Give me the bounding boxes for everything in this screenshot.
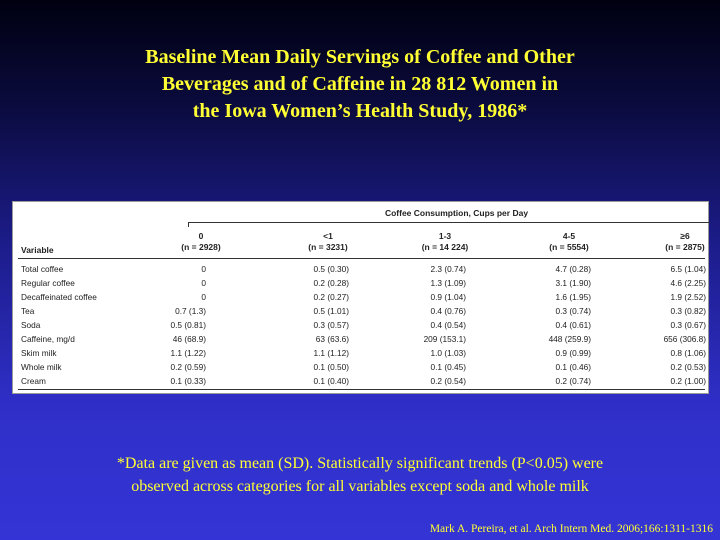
column-header-n: (n = 3231) <box>308 242 348 252</box>
table-cell: 4.6 (2.25) <box>670 278 706 288</box>
table-cell: 0.3 (0.82) <box>670 306 706 316</box>
spanner-rule <box>188 222 710 223</box>
table-cell: 1.1 (1.22) <box>170 348 206 358</box>
table-cell: 656 (306.8) <box>663 334 706 344</box>
table-cell: 0.2 (0.59) <box>170 362 206 372</box>
table-cell: 0.2 (0.74) <box>555 376 591 386</box>
column-header-0 <box>151 231 251 253</box>
table-cell: 0.5 (0.81) <box>170 320 206 330</box>
header-rule <box>18 258 705 259</box>
table-cell: 1.6 (1.95) <box>555 292 591 302</box>
table-cell: 4.7 (0.28) <box>555 264 591 274</box>
table-cell: 0.2 (1.00) <box>670 376 706 386</box>
table-cell: 63 (63.6) <box>315 334 349 344</box>
table-cell: 0.4 (0.54) <box>430 320 466 330</box>
column-header-1 <box>278 231 378 253</box>
column-header-label: ≥6 <box>680 231 690 241</box>
row-label: Skim milk <box>21 348 57 358</box>
slide-title-line-1: Baseline Mean Daily Servings of Coffee and Other <box>145 46 575 68</box>
slide-title-line-2: Beverages and of Caffeine in 28 812 Women in <box>161 73 559 95</box>
row-label: Whole milk <box>21 362 62 372</box>
table-cell: 0.7 (1.3) <box>175 306 206 316</box>
citation: Mark A. Pereira, et al. Arch Intern Med. 2006;166:1311-1316 <box>429 523 713 535</box>
table-cell: 0.8 (1.06) <box>670 348 706 358</box>
footnote <box>20 452 700 498</box>
table-cell: 46 (68.9) <box>172 334 206 344</box>
table-cell: 6.5 (1.04) <box>670 264 706 274</box>
column-header-4 <box>635 231 720 253</box>
table-cell: 0 <box>201 278 206 288</box>
row-label: Total coffee <box>21 264 64 274</box>
table-cell: 0.4 (0.61) <box>555 320 591 330</box>
table-cell: 0.9 (0.99) <box>555 348 591 358</box>
table-cell: 3.1 (1.90) <box>555 278 591 288</box>
variable-column-header: Variable <box>21 245 54 255</box>
table-cell: 0.3 (0.67) <box>670 320 706 330</box>
table-cell: 0.5 (0.30) <box>313 264 349 274</box>
data-table <box>12 201 709 394</box>
column-header-n: (n = 2875) <box>665 242 705 252</box>
table-cell: 0.9 (1.04) <box>430 292 466 302</box>
spanner-rule-tick <box>188 222 189 227</box>
row-label: Regular coffee <box>21 278 75 288</box>
table-cell: 1.9 (2.52) <box>670 292 706 302</box>
table-cell: 0.1 (0.50) <box>313 362 349 372</box>
table-cell: 0.4 (0.76) <box>430 306 466 316</box>
table-cell: 0 <box>201 264 206 274</box>
table-cell: 1.1 (1.12) <box>313 348 349 358</box>
row-label: Tea <box>21 306 35 316</box>
column-header-label: 0 <box>198 231 204 241</box>
bottom-rule <box>18 389 705 390</box>
column-header-2 <box>395 231 495 253</box>
table-cell: 0.2 (0.53) <box>670 362 706 372</box>
slide-title <box>60 44 660 125</box>
column-header-n: (n = 5554) <box>549 242 589 252</box>
footnote-line-2: observed across categories for all variables except soda and whole milk <box>131 478 589 495</box>
column-header-n: (n = 2928) <box>181 242 221 252</box>
table-spanner-header: Coffee Consumption, Cups per Day <box>384 208 529 218</box>
table-cell: 0.1 (0.46) <box>555 362 591 372</box>
footnote-line-1: *Data are given as mean (SD). Statistically significant trends (P<0.05) were <box>116 455 604 472</box>
table-cell: 0.5 (1.01) <box>313 306 349 316</box>
column-header-3 <box>519 231 619 253</box>
column-header-n: (n = 14 224) <box>421 242 469 252</box>
table-cell: 0.1 (0.45) <box>430 362 466 372</box>
table-cell: 1.0 (1.03) <box>430 348 466 358</box>
row-label: Cream <box>21 376 46 386</box>
table-cell: 0.2 (0.28) <box>313 278 349 288</box>
table-cell: 0.2 (0.27) <box>313 292 349 302</box>
row-label: Soda <box>21 320 41 330</box>
table-cell: 0.1 (0.33) <box>170 376 206 386</box>
column-header-label: 1-3 <box>438 231 452 241</box>
table-cell: 0.3 (0.57) <box>313 320 349 330</box>
column-header-label: <1 <box>323 231 333 241</box>
table-cell: 0.2 (0.54) <box>430 376 466 386</box>
table-cell: 209 (153.1) <box>423 334 466 344</box>
table-cell: 2.3 (0.74) <box>430 264 466 274</box>
table-cell: 0.3 (0.74) <box>555 306 591 316</box>
slide-title-line-3: the Iowa Women’s Health Study, 1986* <box>192 100 528 122</box>
row-label: Caffeine, mg/d <box>21 334 75 344</box>
table-cell: 0.1 (0.40) <box>313 376 349 386</box>
column-header-label: 4-5 <box>562 231 576 241</box>
row-label: Decaffeinated coffee <box>21 292 97 302</box>
table-cell: 1.3 (1.09) <box>430 278 466 288</box>
table-cell: 0 <box>201 292 206 302</box>
table-cell: 448 (259.9) <box>548 334 591 344</box>
